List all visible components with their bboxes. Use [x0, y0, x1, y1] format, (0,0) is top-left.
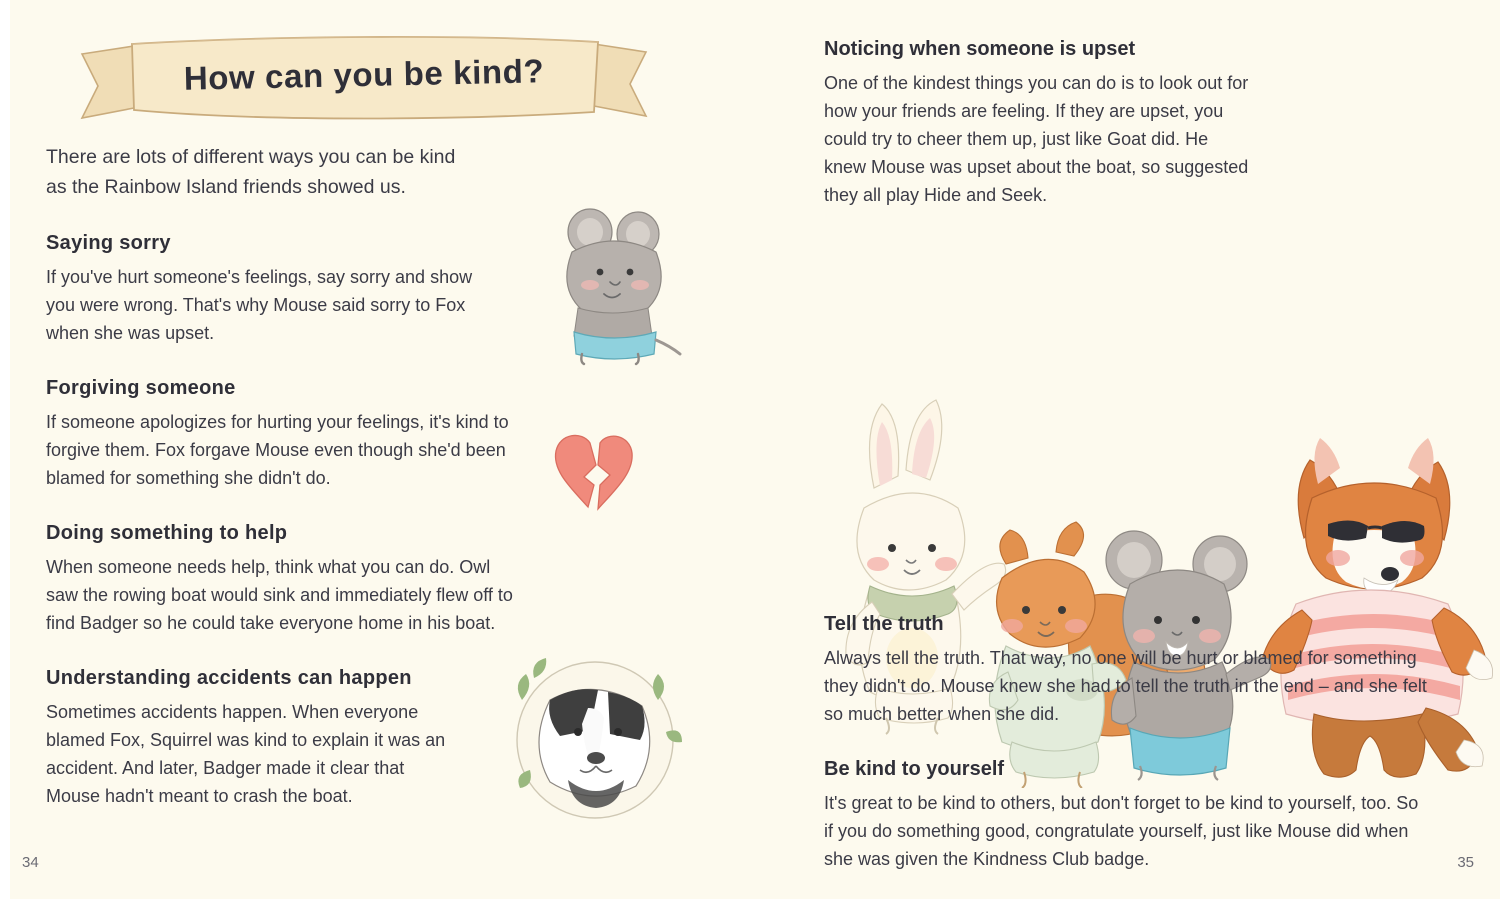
- section-body-understanding-accidents: Sometimes accidents happen. When everyone blamed Fox, Squirrel was kind to explain it was an accident. And later, Badger made it clear that Mouse hadn't meant to crash the boat.: [46, 702, 446, 806]
- right-column-lower: [824, 613, 1454, 873]
- banner: [64, 34, 664, 124]
- friends-group-illustration: [824, 213, 1484, 603]
- section-body-be-kind-to-yourself: It's great to be kind to others, but don't forget to be kind to yourself, too. So if you do something good, congratulate yourself, just like Mouse did when she was given the Kindness Club badge.: [824, 793, 1419, 869]
- page-number-left: 34: [22, 854, 39, 871]
- section-heading-noticing-upset: Noticing when someone is upset: [824, 38, 1136, 60]
- left-column: [46, 142, 760, 810]
- section-body-doing-something-to-help: When someone needs help, think what you can do. Owl saw the rowing boat would sink and immediately flew off to find Badger so he could take everyone home in his boat.: [46, 557, 513, 633]
- section-heading-forgiving-someone: Forgiving someone: [46, 377, 236, 399]
- right-column: [824, 38, 1454, 209]
- section-body-noticing-upset: One of the kindest things you can do is to look out for how your friends are feeling. If they are upset, you could try to cheer them up, just like Goat did. He knew Mouse was upset about the boat, so suggested they all play Hide and Seek.: [824, 73, 1249, 205]
- section-heading-tell-the-truth: Tell the truth: [824, 613, 944, 635]
- page-title: How can you be kind?: [183, 52, 545, 97]
- section-body-forgiving-someone: If someone apologizes for hurting your feelings, it's kind to forgive them. Fox forgave Mouse even though she'd been blamed for something she didn't do.: [46, 412, 509, 488]
- intro-paragraph: There are lots of different ways you can be kind as the Rainbow Island friends showed us.: [46, 146, 456, 198]
- section-body-saying-sorry: If you've hurt someone's feelings, say sorry and show you were wrong. That's why Mouse said sorry to Fox when she was upset.: [46, 267, 473, 343]
- page-number-right: 35: [1457, 854, 1474, 871]
- section-heading-be-kind-to-yourself: Be kind to yourself: [824, 758, 1005, 780]
- section-heading-saying-sorry: Saying sorry: [46, 232, 171, 254]
- section-heading-understanding-accidents: Understanding accidents can happen: [46, 667, 412, 689]
- section-heading-doing-something-to-help: Doing something to help: [46, 522, 288, 544]
- section-body-tell-the-truth: Always tell the truth. That way, no one will be hurt or blamed for something they didn't do. Mouse knew she had to tell the truth in the end – and she felt so much better when she did.: [824, 648, 1427, 724]
- right-page: [800, 0, 1500, 899]
